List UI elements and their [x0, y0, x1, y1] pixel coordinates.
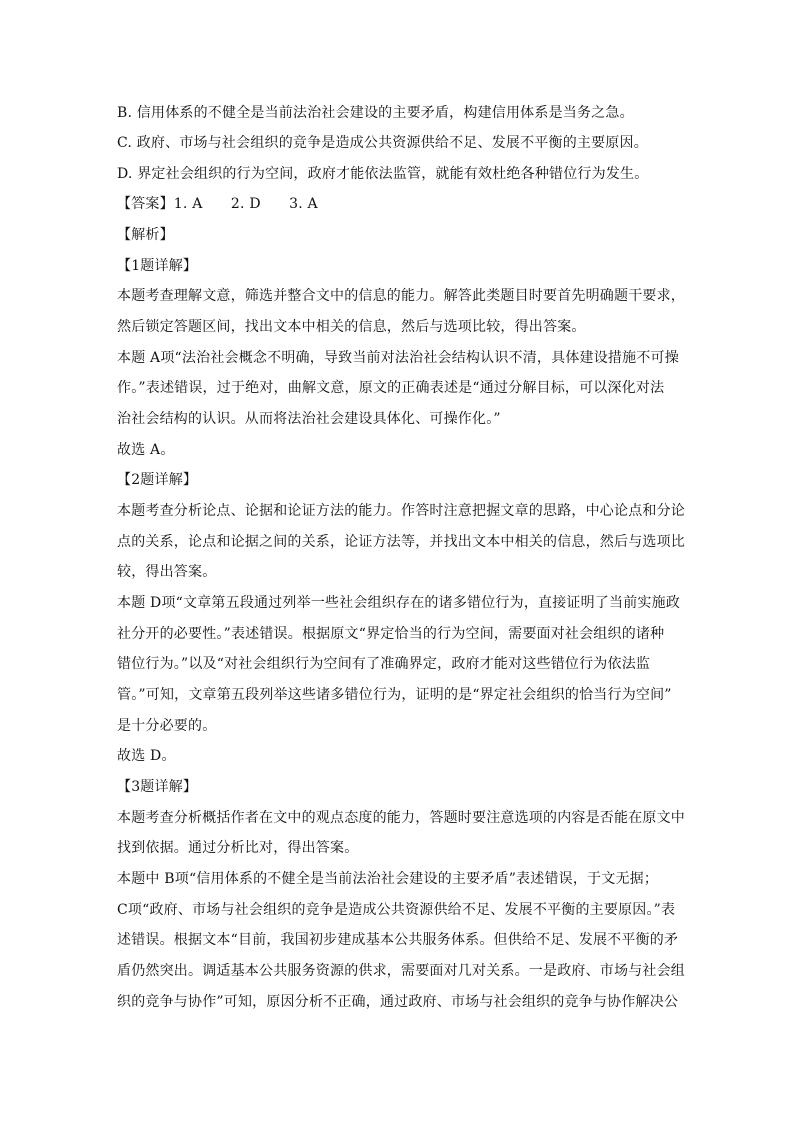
analysis-heading: 【解析】 [117, 227, 174, 243]
paragraph-line: 盾仍然突出。调适基本公共服务资源的供求，需要面对几对关系。一是政府、市场与社会组 [117, 963, 685, 979]
paragraph-line: 点的关系，论点和论据之间的关系，论证方法等，并找出文本中相关的信息，然后与选项比 [117, 534, 685, 550]
option-b: B. 信用体系的不健全是当前法治社会建设的主要矛盾，构建信用体系是当务之急。 [117, 105, 634, 121]
paragraph-line: 社分开的必要性。”表述错误。根据原文“界定恰当的行为空间，需要面对社会组织的诸种 [117, 626, 665, 642]
q3-heading: 【3题详解】 [117, 779, 198, 795]
paragraph-line: 找到依据。通过分析比对，得出答案。 [117, 840, 359, 856]
paragraph-line: 是十分必要的。 [117, 718, 217, 734]
paragraph-line: 本题 D项“文章第五段通过列举一些社会组织存在的诸多错位行为，直接证明了当前实施政 [117, 595, 681, 611]
paragraph-line: 本题考查分析论点、论据和论证方法的能力。作答时注意把握文章的思路，中心论点和分论 [117, 503, 685, 519]
q2-conclusion: 故选 D。 [117, 748, 176, 764]
option-c: C. 政府、市场与社会组织的竞争是造成公共资源供给不足、发展不平衡的主要原因。 [117, 135, 648, 151]
q2-heading: 【2题详解】 [117, 472, 198, 488]
paragraph-line: 治社会结构的认识。从而将法治社会建设具体化、可操作化。” [117, 411, 501, 427]
paragraph-line: C项“政府、市场与社会组织的竞争是造成公共资源供给不足、发展不平衡的主要原因。”表 [117, 902, 676, 918]
option-d: D. 界定社会组织的行为空间，政府才能依法监管，就能有效杜绝各种错位行为发生。 [117, 166, 649, 182]
paragraph-line: 本题考查分析概括作者在文中的观点态度的能力，答题时要注意选项的内容是否能在原文中 [117, 810, 685, 826]
paragraph-line: 错位行为。”以及“对社会组织行为空间有了准确界定，政府才能对这些错位行为依法监 [117, 656, 651, 672]
paragraph-line: 本题考查理解文意，筛选并整合文中的信息的能力。解答此类题目时要首先明确题干要求， [117, 288, 685, 304]
q1-conclusion: 故选 A。 [117, 442, 175, 458]
paragraph-line: 本题中 B项“信用体系的不健全是当前法治社会建设的主要矛盾”表述错误，于文无据； [117, 871, 659, 887]
q1-heading: 【1题详解】 [117, 258, 198, 274]
paragraph-line: 织的竞争与协作”可知，原因分析不正确，通过政府、市场与社会组织的竞争与协作解决公 [117, 994, 679, 1010]
paragraph-line: 作。”表述错误，过于绝对，曲解文意，原文的正确表述是“通过分解目标，可以深化对法 [117, 380, 665, 396]
answer-line: 【答案】1. A 2. D 3. A [117, 196, 318, 212]
paragraph-line: 较，得出答案。 [117, 564, 217, 580]
paragraph-line: 然后锁定答题区间，找出文本中相关的信息，然后与选项比较，得出答案。 [117, 319, 586, 335]
paragraph-line: 本题 A项“法治社会概念不明确，导致当前对法治社会结构认识不清，具体建设措施不可操 [117, 350, 679, 366]
paragraph-line: 述错误。根据文本“目前，我国初步建成基本公共服务体系。但供给不足、发展不平衡的矛 [117, 932, 679, 948]
paragraph-line: 管。”可知，文章第五段列举这些诸多错位行为，证明的是“界定社会组织的恰当行为空间” [117, 687, 672, 703]
